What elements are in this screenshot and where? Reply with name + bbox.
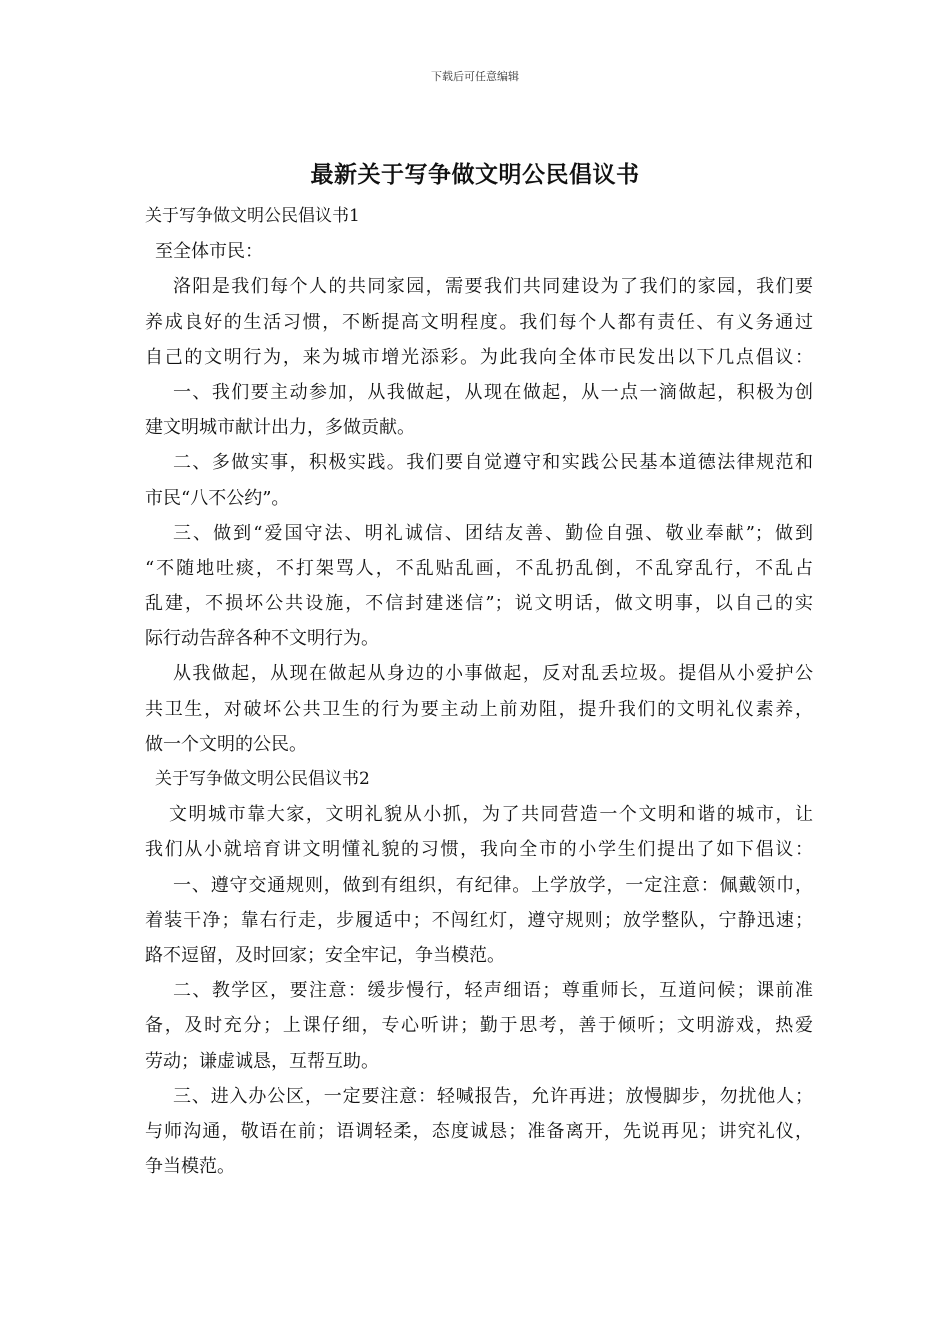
text-line: 备，及时充分；上课仔细，专心听讲；勤于思考，善于倾听；文明游戏，热爱	[145, 1015, 813, 1037]
text-line: 洛阳是我们每个人的共同家园，需要我们共同建设为了我们的家园，我们要	[173, 276, 813, 298]
text-line: 做一个文明的公民。	[145, 733, 307, 755]
text-line: 着装干净；靠右行走，步履适中；不闯红灯，遵守规则；放学整队，宁静迅速；	[145, 909, 813, 931]
text-line: 建文明城市献计出力，多做贡献。	[145, 417, 415, 439]
document-body	[145, 199, 813, 1184]
text-line: “不随地吐痰，不打架骂人，不乱贴乱画，不乱扔乱倒，不乱穿乱行，不乱占	[145, 557, 813, 579]
paragraph	[145, 269, 813, 375]
text-line: 文明城市靠大家，文明礼貌从小抓，为了共同营造一个文明和谐的城市，让	[169, 804, 813, 826]
paragraph	[145, 1079, 813, 1185]
text-line: 自己的文明行为，来为城市增光添彩。为此我向全体市民发出以下几点倡议：	[145, 346, 813, 368]
paragraph	[145, 516, 813, 657]
section-heading: 关于写争做文明公民倡议书1	[145, 206, 360, 226]
text-line: 争当模范。	[145, 1156, 235, 1178]
text-line: 劳动；谦虚诚恳，互帮互助。	[145, 1050, 379, 1072]
paragraph	[145, 375, 813, 445]
text-line: 乱建，不损坏公共设施，不信封建迷信”；说文明话，做文明事，以自己的实	[145, 593, 813, 615]
text-line: 三、进入办公区，一定要注意：轻喊报告，允许再进；放慢脚步，勿扰他人；	[173, 1085, 813, 1107]
paragraph	[145, 797, 813, 867]
section-heading: 关于写争做文明公民倡议书2	[155, 769, 370, 789]
paragraph	[145, 656, 813, 762]
paragraph	[145, 868, 813, 974]
text-line: 二、教学区，要注意：缓步慢行，轻声细语；尊重师长，互道问候；课前准	[173, 980, 813, 1002]
text-line: 一、我们要主动参加，从我做起，从现在做起，从一点一滴做起，积极为创	[173, 381, 813, 403]
text-line: 一、遵守交通规则，做到有组织，有纪律。上学放学，一定注意：佩戴领巾，	[173, 874, 813, 896]
text-line: 二、多做实事，积极实践。我们要自觉遵守和实践公民基本道德法律规范和	[173, 452, 813, 474]
salutation: 至全体市民：	[155, 241, 263, 263]
text-line: 养成良好的生活习惯，不断提高文明程度。我们每个人都有责任、有义务通过	[145, 311, 813, 333]
text-line: 际行动告辞各种不文明行为。	[145, 628, 379, 650]
text-line: 路不逗留，及时回家；安全牢记，争当模范。	[145, 944, 505, 966]
paragraph	[145, 973, 813, 1079]
text-line: 共卫生，对破坏公共卫生的行为要主动上前劝阻，提升我们的文明礼仪素养，	[145, 698, 813, 720]
text-line: 市民“八不公约”。	[145, 487, 290, 509]
text-line: 三、做到“爱国守法、明礼诚信、团结友善、勤俭自强、敬业奉献”；做到	[173, 522, 813, 544]
paragraph	[145, 445, 813, 515]
text-line: 与师沟通，敬语在前；语调轻柔，态度诚恳；准备离开，先说再见；讲究礼仪，	[145, 1120, 813, 1142]
document-title: 最新关于写争做文明公民倡议书	[310, 162, 640, 188]
text-line: 从我做起，从现在做起从身边的小事做起，反对乱丢垃圾。提倡从小爱护公	[173, 663, 813, 685]
page-header-note: 下载后可任意编辑	[431, 70, 519, 83]
text-line: 我们从小就培育讲文明懂礼貌的习惯，我向全市的小学生们提出了如下倡议：	[145, 839, 813, 861]
